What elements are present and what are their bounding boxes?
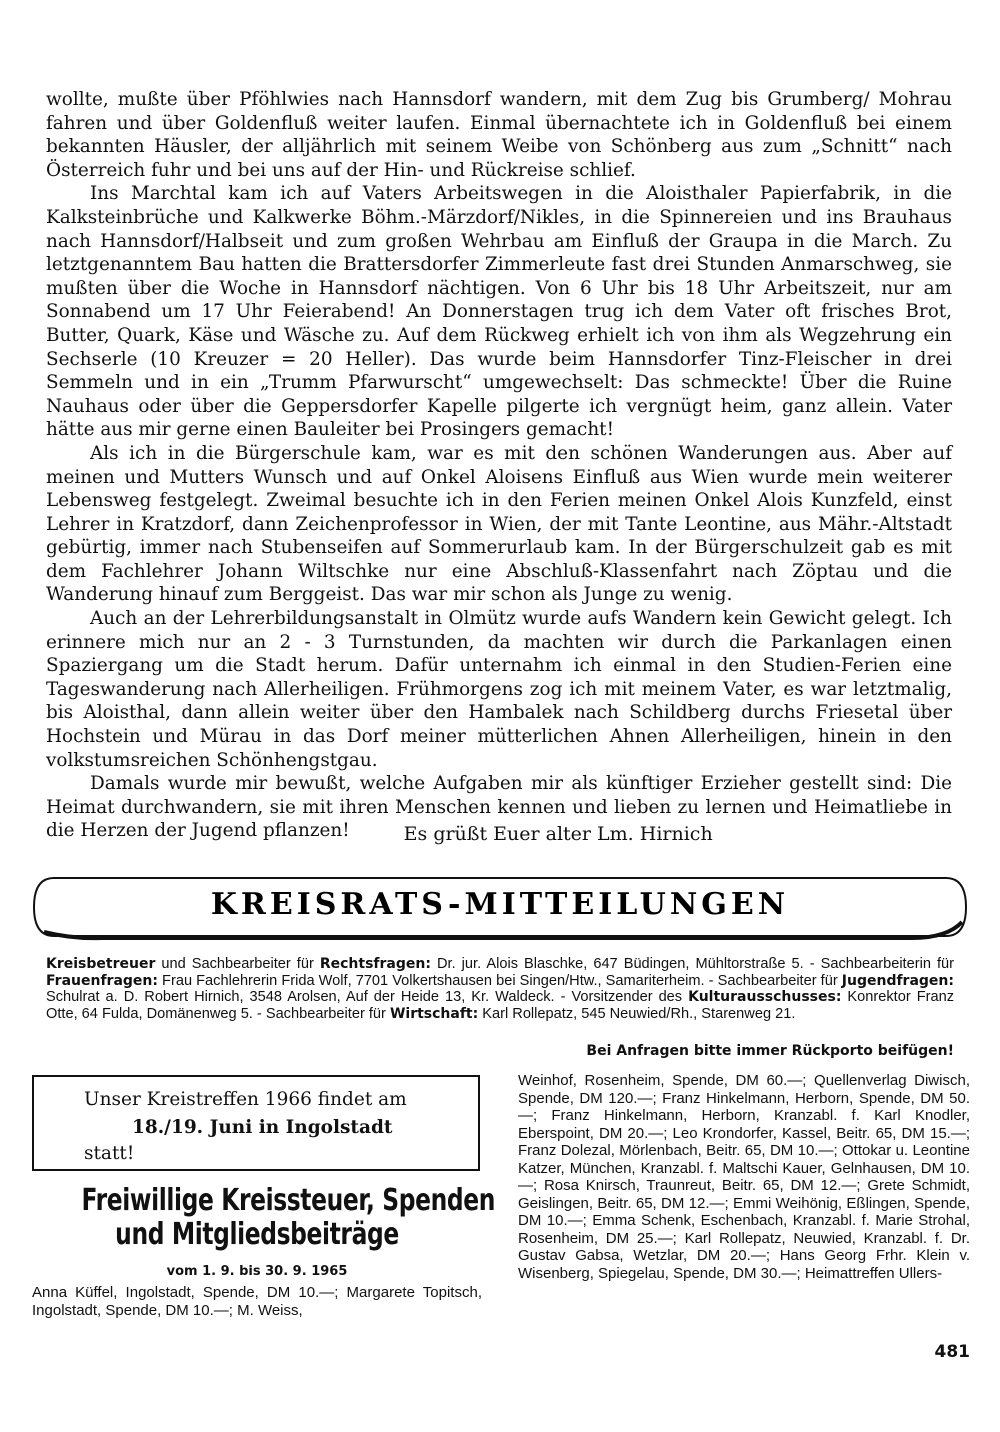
kreistreffen-box — [32, 1075, 480, 1171]
heading-line: Freiwillige Kreissteuer, Spenden — [81, 1183, 495, 1218]
text: und Sachbearbeiter für — [155, 956, 320, 972]
heading-line: und Mitgliedsbeiträge — [115, 1217, 399, 1252]
paragraph: wollte, mußte über Pföhlwies nach Hannsdorf wandern, mit dem Zug bis Grumberg/ Mohrau fahren und über Goldenfluß weiter laufen. Einmal übernachtete ich in Goldenfluß bei einem bekannten Häusler, der alljährlich mit seinem Weibe von Schönberg aus zum „Schnitt“ nach Österreich fuhr und bei uns auf der Hin- und Rückreise schlief. — [46, 89, 952, 181]
text: Dr. jur. Alois Blaschke, 647 Büdingen, Mühltorstraße 5. - Sachbearbeiterin für — [430, 956, 955, 972]
spenden-heading — [81, 1183, 495, 1252]
spenden-list-left: Anna Küffel, Ingolstadt, Spende, DM 10.—; Margarete Topitsch, Ingolstadt, Spende, DM 10.—; M. Weiss, — [32, 1284, 482, 1319]
article-body — [46, 88, 952, 846]
banner-title: KREISRATS-MITTEILUNGEN — [210, 887, 790, 922]
text: Frau Fachlehrerin Frida Wolf, 7701 Volkertshausen bei Singen/Htw., Samariterheim. - Sachbearbeiter für — [157, 972, 842, 989]
label: Kulturausschusses: — [688, 989, 842, 1005]
text: Konrektor Franz Otte, 64 Fulda, Domänenweg 5. - Sachbearbeiter für — [46, 989, 954, 1022]
label: Rechtsfragen: — [319, 956, 431, 972]
paragraph: Als ich in die Bürgerschule kam, war es mit den schönen Wanderungen aus. Aber auf meinen und Mutters Wunsch und auf Onkel Aloisens Einfluß aus Wien wurde mein weiterer Lebensweg festgelegt. Zweimal besuchte ich in den Ferien meinen Onkel Alois Kunzfeld, einst Lehrer in Kratzdorf, dann Zeichenprofessor in Wien, der mit Tante Leontine, aus Mähr.-Altstadt gebürtig, immer nach Stubenseifen auf Sommerurlaub kam. In der Bürgerschulzeit gab es mit dem Fachlehrer Johann Wiltschke nur eine Abschluß-Klassenfahrt nach Zöptau und die Wanderung hinauf zum Berggeist. Das war mir schon als Junge zu wenig. — [46, 442, 952, 606]
text: Karl Rollepatz, 545 Neuwied/Rh., Starenweg 21. — [478, 1005, 796, 1022]
paragraph: Auch an der Lehrerbildungsanstalt in Olmütz wurde aufs Wandern kein Gewicht gelegt. Ich erinnere mich nur an 2 - 3 Turnstunden, da machten wir durch die Parkanlagen einen Spaziergang um die Stadt herum. Dafür unternahm ich einmal in den Studien-Ferien eine Tageswanderung nach Allerheiligen. Frühmorgens zog ich mit meinem Vater, es war letztmalig, bis Aloisthal, dann allein weiter über den Hambalek nach Schildberg durchs Friesetal über Hochstein und Mürau in das Dorf meiner mütterlichen Ahnen Allerheiligen, hinein in den volkstumsreichen Schönhengstgau. — [46, 608, 952, 771]
paragraph: Ins Marchtal kam ich auf Vaters Arbeitswegen in die Aloisthaler Papierfabrik, in die Kalksteinbrüche und Kalkwerke Böhm.-Märzdorf/Nikles, in die Spinnereien und ins Brauhaus nach Hannsdorf/Halbseit und zum großen Wehrbau am Einfluß der Graupa in die March. Zu letztgenanntem Bau hatten die Brattersdorfer Zimmerleute fast drei Stunden Anmarschweg, sie mußten über die Woche in Hannsdorf nächtigen. Von 6 Uhr bis 18 Uhr Arbeitszeit, nur am Sonnabend um 17 Uhr Feierabend! An Donnerstagen trug ich dem Vater oft frisches Brot, Butter, Quark, Käse und Wäsche zu. Auf dem Rückweg erhielt ich von ihm als Wegzehrung ein Sechserle (10 Kreuzer = 20 Heller). Das wurde beim Hannsdorfer Tinz-Fleischer in drei Semmeln und in ein „Trumm Pfarwurscht“ umgewechselt: Das schmeckte! Über die Ruine Nauhaus oder über die Geppersdorfer Kapelle pilgerte ich vergnügt heim, ganz allein. Vater hätte aus mir gerne einen Bauleiter bei Prosingers gemacht! — [46, 183, 952, 441]
label: Kreisbetreuer — [46, 956, 156, 972]
kreistreffen-date: 18./19. Juni in Ingolstadt — [132, 1117, 393, 1138]
kreisrat-banner — [32, 872, 968, 942]
kreistreffen-line: Unser Kreistreffen 1966 findet am — [84, 1089, 407, 1110]
kreisrat-contacts — [46, 956, 954, 1022]
label: Wirtschaft: — [389, 1005, 479, 1022]
porto-notice: Bei Anfragen bitte immer Rückporto beifügen! — [586, 1043, 954, 1059]
spenden-period: vom 1. 9. bis 30. 9. 1965 — [166, 1264, 348, 1279]
spenden-list-right: Weinhof, Rosenheim, Spende, DM 60.—; Quellenverlag Diwisch, Spende, DM 120.—; Franz Hinkelmann, Herborn, Spende, DM 50.—; Franz Hinkelmann, Herborn, Kranzabl. f. Karl Knodler, Eberspoint, DM 20.—; Leo Krondorfer, Kassel, Beitr. 65, DM 15.—; Franz Dolezal, Mörlenbach, Beitr. 65, DM 10.—; Ottokar u. Leontine Katzer, München, Kranzabl. f. Maltschi Kauer, Gelnhausen, DM 10.—; Rosa Knirsch, Traunreut, Beitr. 65, DM 12.—; Grete Schmidt, Geislingen, Beitr. 65, DM 12.—; Emmi Weihönig, Eßlingen, Spende, DM 10.—; Emma Schenk, Eschenbach, Kranzabl. f. Marie Strohal, Rosenheim, DM 25.—; Karl Rollepatz, Neuwied, Kranzabl. f. Dr. Gustav Gabsa, Wetzlar, DM 20.—; Hans Georg Frhr. Klein v. Wisenberg, Spiegelau, Spende, DM 30.—; Heimattreffen Ullers- — [518, 1072, 970, 1282]
paragraph-final — [46, 772, 952, 846]
page-number: 481 — [934, 1342, 970, 1362]
signoff: Es grüßt Euer alter Lm. Hirnich — [403, 823, 713, 846]
label: Jugendfragen: — [841, 972, 954, 989]
kreistreffen-line: statt! — [84, 1143, 135, 1164]
label: Frauenfragen: — [46, 972, 158, 989]
text: Schulrat a. D. Robert Hirnich, 3548 Arolsen, Auf der Heide 13, Kr. Waldeck. - Vorsitzender des — [46, 989, 689, 1005]
paragraph-text: Damals wurde mir bewußt, welche Aufgaben mir als künftiger Erzieher gestellt sind: Die Heimat durchwandern, sie mit ihren Menschen kennen und lieben zu lernen und Heimatliebe in die Herzen der Jugend pflanzen! — [46, 773, 952, 842]
